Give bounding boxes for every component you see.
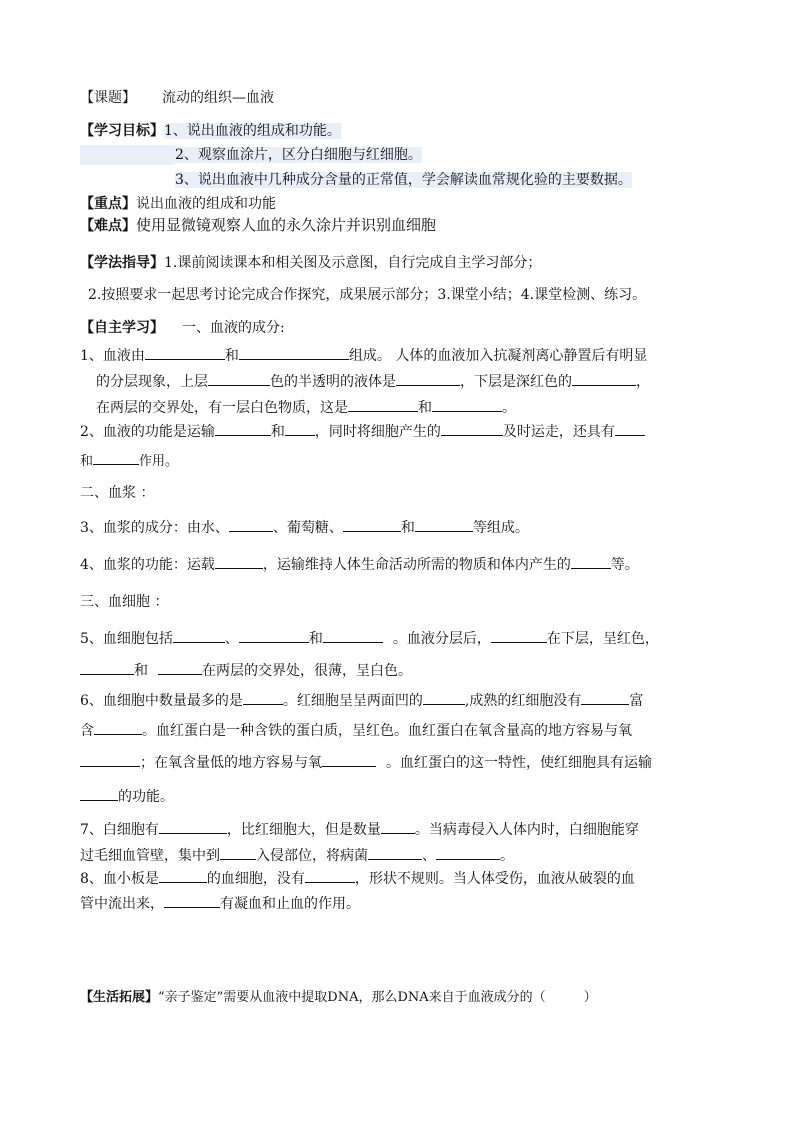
q1-text-d: 的分层现象，上层 (96, 374, 208, 390)
q8-line-1 (80, 868, 635, 889)
q2-line-1 (80, 421, 645, 442)
q7-text-a: 7、白细胞有 (80, 822, 159, 838)
blank[interactable] (220, 845, 256, 860)
q6-text-a: 6、血细胞中数量最多的是 (80, 693, 243, 709)
key-text: 说出血液的组成和功能 (136, 196, 276, 212)
goal-1: 1、说出血液的组成和功能。 (164, 123, 341, 139)
q7-line-2 (80, 845, 514, 866)
q1-text-j: 。 (502, 400, 516, 416)
q3-text-a: 3、血浆的成分：由水、 (80, 520, 229, 536)
q6-text-h: 。血红蛋白的这一特性，使红细胞具有运输 (386, 755, 652, 771)
q7-text-g: 。 (500, 848, 514, 864)
q1-text-a: 1、血液由 (80, 348, 145, 364)
q6-text-g: ；在氧含量低的地方容易与氧 (140, 755, 322, 771)
q1-line-2 (96, 371, 650, 392)
blank[interactable] (239, 345, 349, 360)
topic-line (80, 88, 274, 108)
blank[interactable] (215, 421, 271, 436)
q2-text-f: 作用。 (139, 454, 179, 469)
q3-line (80, 517, 529, 538)
goal-line-1 (80, 121, 341, 141)
blank[interactable] (80, 660, 134, 675)
blank[interactable] (159, 868, 207, 883)
goal-2: 2、观察血涂片，区分白细胞与红细胞。 (175, 147, 422, 163)
blank[interactable] (208, 371, 270, 386)
blank[interactable] (173, 628, 225, 643)
q7-line-1 (80, 819, 639, 840)
q4-text-a: 4、血浆的功能：运载 (80, 557, 215, 573)
q6-text-c: ,成熟的红细胞没有 (464, 693, 582, 709)
blank[interactable] (93, 450, 139, 465)
q7-text-c: 。当病毒侵入人体内时，白细胞能穿 (414, 822, 639, 838)
goals-label: 【学习目标】 (80, 123, 164, 139)
q8-text-b: 的血细胞，没有 (206, 871, 305, 887)
q6-line-4 (80, 786, 174, 807)
blank[interactable] (80, 752, 140, 767)
q7-text-f: 、 (422, 848, 436, 864)
q4-text-c: 等。 (610, 557, 639, 573)
difficulty-text: 使用显微镜观察人血的永久涂片并识别血细胞 (136, 216, 437, 234)
q5-text-c: 和 (308, 631, 323, 647)
extension-line (80, 988, 597, 1008)
q2-text-b: 和 (270, 424, 285, 440)
blank[interactable] (571, 554, 611, 569)
q5-text-f: 和 (134, 663, 148, 679)
blank[interactable] (285, 421, 315, 436)
q7-text-b: ，比红细胞大，但是数量 (226, 822, 381, 838)
q5-text-g: 在两层的交界处，很薄，呈白色。 (202, 663, 412, 679)
q7-text-d: 过毛细血管壁，集中到 (80, 848, 220, 864)
blank[interactable] (229, 517, 273, 532)
q5-text-e: 在下层，呈红色， (546, 631, 659, 647)
method-line-1 (80, 253, 541, 273)
blank[interactable] (436, 845, 500, 860)
blank[interactable] (158, 660, 202, 675)
blank[interactable] (381, 819, 415, 834)
section-3-text: 三、血细胞 ： (80, 594, 169, 610)
blank[interactable] (215, 554, 263, 569)
q1-text-e: 色的半透明的液体是 (270, 374, 396, 390)
method-label: 【学法指导】 (80, 255, 164, 271)
section-1-title: 一、血液的成分: (182, 320, 285, 336)
q6-text-e: 含 (80, 723, 94, 739)
blank[interactable] (491, 628, 547, 643)
blank[interactable] (348, 397, 418, 412)
blank[interactable] (343, 517, 401, 532)
topic-label: 【课题】 (80, 90, 136, 106)
difficulty-label: 【难点】 (80, 218, 136, 234)
blank[interactable] (396, 371, 460, 386)
q1-text-h: 在两层的交界处，有一层白色物质，这是 (96, 400, 348, 416)
section-3-title (80, 592, 168, 612)
blank[interactable] (441, 421, 503, 436)
topic-title: 流动的组织—血液 (162, 90, 274, 106)
q3-text-b: 、葡萄糖、 (272, 520, 343, 536)
q6-text-d: 富 (629, 693, 644, 709)
q6-line-2 (80, 720, 632, 741)
q3-text-d: 等组成。 (472, 520, 529, 536)
q1-text-g: ， (636, 374, 650, 390)
q5-text-a: 5、血细胞包括 (80, 631, 173, 647)
blank[interactable] (305, 868, 355, 883)
blank[interactable] (159, 819, 227, 834)
q8-line-2 (80, 893, 360, 914)
blank[interactable] (145, 345, 225, 360)
key-label: 【重点】 (80, 196, 136, 212)
extension-text: “亲子鉴定”需要从血液中提取DNA，那么DNA来自于血液成分的（ (158, 990, 546, 1005)
blank[interactable] (94, 720, 142, 735)
q2-text-a: 2、血液的功能是运输 (80, 424, 215, 440)
method-2: 2.按照要求一起思考讨论完成合作探究，成果展示部分；3.课堂小结；4.课堂检测、练习。 (88, 287, 647, 303)
blank[interactable] (243, 690, 283, 705)
q6-text-i: 的功能。 (118, 789, 174, 805)
q1-line-1 (80, 345, 647, 366)
blank[interactable] (80, 786, 118, 801)
q2-text-e: 和 (80, 454, 94, 469)
extension-label: 【生活拓展】 (80, 990, 159, 1005)
blank[interactable] (415, 517, 473, 532)
q1-text-c: 组成。 人体的血液加入抗凝剂离心静置后有明显 (348, 348, 648, 364)
q7-text-e: 入侵部位，将病菌 (256, 848, 368, 864)
goal-indent-highlight (80, 145, 175, 165)
q5-line-1 (80, 628, 659, 649)
q5-line-2 (80, 660, 412, 681)
blank[interactable] (322, 752, 376, 767)
blank[interactable] (323, 628, 383, 643)
q8-text-c: ，形状不规则。当人体受伤，血液从破裂的血 (354, 871, 635, 887)
q4-line (80, 554, 639, 575)
q5-text-b: 、 (224, 631, 239, 647)
q3-text-c: 和 (400, 520, 415, 536)
q6-line-3 (80, 752, 652, 773)
q8-text-d: 管中流出来， (80, 896, 164, 912)
q8-text-e: 有凝血和止血的作用。 (220, 896, 360, 912)
q5-text-d: 。血液分层后， (392, 631, 491, 647)
blank[interactable] (615, 421, 645, 436)
blank[interactable] (239, 628, 309, 643)
blank[interactable] (164, 893, 220, 908)
q6-text-f: 。血红蛋白是一种含铁的蛋白质，呈红色。血红蛋白在氧含量高的地方容易与氧 (142, 723, 632, 739)
q6-line-1 (80, 690, 643, 711)
q1-text-i: 和 (418, 400, 432, 416)
key-line (80, 194, 276, 214)
blank[interactable] (581, 690, 629, 705)
blank[interactable] (368, 845, 422, 860)
blank[interactable] (423, 690, 465, 705)
q2-line-2 (80, 450, 178, 472)
extension-close: ） (583, 990, 597, 1005)
blank[interactable] (572, 371, 636, 386)
q4-text-b: ，运输维持人体生命活动所需的物质和体内产生的 (262, 557, 571, 573)
q1-text-f: ，下层是深红色的 (460, 374, 572, 390)
q8-text-a: 8、血小板是 (80, 871, 159, 887)
method-1: 1.课前阅读课本和相关图及示意图，自行完成自主学习部分； (164, 255, 542, 271)
goal-line-2 (175, 145, 422, 165)
self-study-label: 【自主学习】 (80, 320, 164, 336)
section-2-title (80, 483, 154, 503)
blank[interactable] (432, 397, 502, 412)
goal-line-3 (175, 170, 632, 190)
section-2-text: 二、血浆 ： (80, 485, 155, 501)
q2-text-c: ，同时将细胞产生的 (314, 424, 441, 440)
difficulty-line (80, 215, 436, 236)
q6-text-b: 。红细胞呈呈两面凹的 (282, 693, 423, 709)
q1-text-b: 和 (224, 348, 239, 364)
method-line-2 (88, 285, 646, 305)
self-study-header (80, 318, 285, 338)
goal-3: 3、说出血液中几种成分含量的正常值，学会解读血常规化验的主要数据。 (175, 172, 632, 188)
q2-text-d: 及时运走，还具有 (502, 424, 615, 440)
q1-line-3 (96, 397, 516, 418)
